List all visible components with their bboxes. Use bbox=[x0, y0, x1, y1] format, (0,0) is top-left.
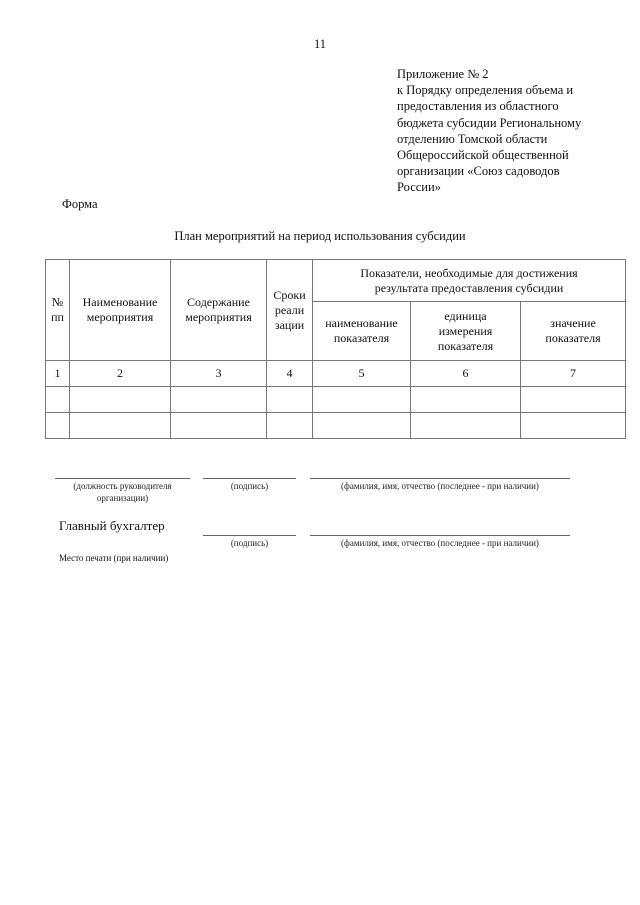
accountant-full-name-line[interactable] bbox=[310, 535, 570, 536]
column-number: 7 bbox=[521, 361, 626, 387]
signature-caption: (подпись) bbox=[230, 481, 269, 491]
header-text: зации bbox=[274, 317, 305, 332]
header-text: № bbox=[51, 295, 64, 309]
header-indicator-value bbox=[521, 302, 626, 361]
header-text: показателя bbox=[333, 331, 390, 345]
header-text: результата предоставления субсидии bbox=[374, 280, 564, 295]
chief-accountant-label: Главный бухгалтер bbox=[59, 518, 165, 533]
appendix-line: отделению Томской области bbox=[397, 131, 548, 146]
header-content bbox=[171, 260, 267, 361]
signature-caption: (подпись) bbox=[230, 538, 269, 548]
table-cell[interactable] bbox=[411, 413, 521, 439]
signature-line[interactable] bbox=[203, 478, 296, 479]
plan-table bbox=[45, 259, 626, 439]
header-row bbox=[46, 260, 626, 302]
appendix-line: к Порядку определения объема и bbox=[397, 83, 574, 98]
header-text: показателя bbox=[545, 331, 601, 345]
position-signature-line[interactable] bbox=[55, 478, 190, 479]
column-number: 2 bbox=[70, 361, 171, 387]
column-number-row bbox=[46, 361, 626, 387]
seal-place-label: Место печати (при наличии) bbox=[59, 553, 169, 563]
header-text: мероприятия bbox=[86, 310, 154, 324]
table-cell[interactable] bbox=[70, 413, 171, 439]
header-text: Содержание bbox=[187, 295, 250, 309]
table-cell[interactable] bbox=[70, 387, 171, 413]
header-text: реали bbox=[274, 302, 305, 317]
header-term bbox=[267, 260, 313, 361]
table-cell[interactable] bbox=[267, 413, 313, 439]
appendix-line: Общероссийской общественной bbox=[397, 148, 569, 163]
table-cell[interactable] bbox=[411, 387, 521, 413]
full-name-caption: (фамилия, имя, отчество (последнее - при наличии) bbox=[341, 481, 539, 491]
header-text: значение bbox=[550, 316, 596, 330]
appendix-line: бюджета субсидии Региональному bbox=[397, 115, 582, 130]
plan-title: План мероприятий на период использования субсидии bbox=[174, 229, 466, 243]
accountant-signature-line[interactable] bbox=[203, 535, 296, 536]
appendix-line: Приложение № 2 bbox=[397, 67, 489, 81]
page-number: 11 bbox=[313, 37, 327, 51]
header-text: показателя bbox=[437, 338, 494, 353]
header-num bbox=[46, 260, 70, 361]
table-cell[interactable] bbox=[267, 387, 313, 413]
header-indicator-unit bbox=[411, 302, 521, 361]
appendix-line: предоставления из областного bbox=[397, 99, 559, 114]
table-cell[interactable] bbox=[521, 413, 626, 439]
header-text: Наименование bbox=[82, 295, 158, 309]
header-text: Показатели, необходимые для достижения bbox=[360, 265, 578, 280]
header-indicators-group bbox=[313, 260, 626, 302]
table-cell[interactable] bbox=[171, 387, 267, 413]
table-row bbox=[46, 387, 626, 413]
table-cell[interactable] bbox=[313, 413, 411, 439]
table-cell[interactable] bbox=[171, 413, 267, 439]
column-number: 6 bbox=[411, 361, 521, 387]
appendix-line: России» bbox=[397, 180, 441, 195]
caption-text: (должность руководителя bbox=[73, 481, 172, 491]
column-number: 1 bbox=[46, 361, 70, 387]
appendix-header bbox=[397, 66, 637, 196]
full-name-line[interactable] bbox=[310, 478, 570, 479]
column-number: 3 bbox=[171, 361, 267, 387]
header-name bbox=[70, 260, 171, 361]
position-caption bbox=[50, 480, 195, 504]
full-name-caption: (фамилия, имя, отчество (последнее - при наличии) bbox=[341, 538, 539, 548]
header-text: единица bbox=[444, 308, 487, 323]
header-indicator-name bbox=[313, 302, 411, 361]
table-cell[interactable] bbox=[46, 387, 70, 413]
table-row bbox=[46, 413, 626, 439]
table-cell[interactable] bbox=[313, 387, 411, 413]
header-text: Сроки bbox=[273, 287, 306, 302]
caption-text: организации) bbox=[96, 493, 149, 503]
header-text: мероприятия bbox=[185, 310, 252, 324]
table-cell[interactable] bbox=[521, 387, 626, 413]
header-text: пп bbox=[51, 310, 64, 324]
column-number: 4 bbox=[267, 361, 313, 387]
header-text: наименование bbox=[325, 316, 398, 330]
table-cell[interactable] bbox=[46, 413, 70, 439]
header-text: измерения bbox=[438, 323, 493, 338]
form-label: Форма bbox=[62, 197, 98, 211]
column-number: 5 bbox=[313, 361, 411, 387]
appendix-line: организации «Союз садоводов bbox=[397, 164, 560, 179]
